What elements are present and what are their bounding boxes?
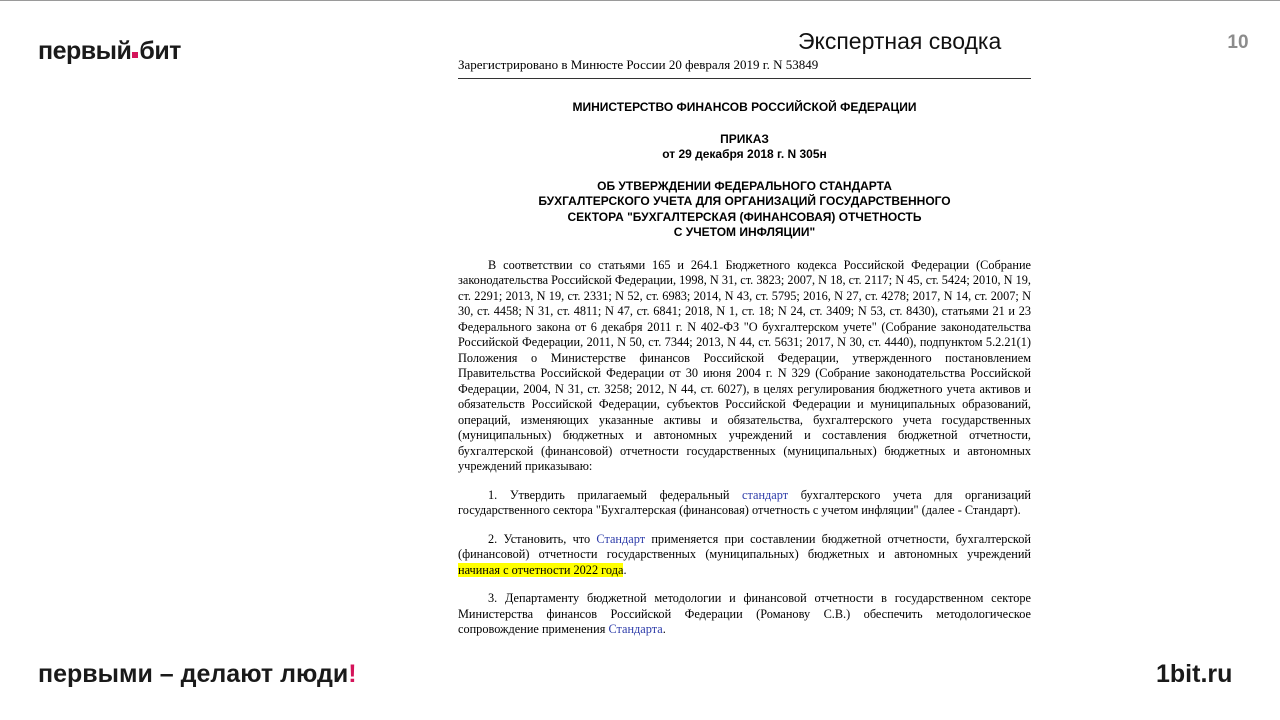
logo-text-part2: бит — [139, 37, 181, 65]
approval-line: С УЧЕТОМ ИНФЛЯЦИИ" — [673, 225, 816, 239]
item-1-text: 1. Утвердить прилагаемый федеральный — [488, 487, 743, 502]
approval-line: БУХГАЛТЕРСКОГО УЧЕТА ДЛЯ ОРГАНИЗАЦИЙ ГОСУДАРСТВЕННОГО — [538, 194, 951, 208]
approval-line: ОБ УТВЕРЖДЕНИИ ФЕДЕРАЛЬНОГО СТАНДАРТА — [597, 178, 892, 193]
logo-text-part1: первый — [38, 37, 132, 65]
registration-note: Зарегистрировано в Минюсте России 20 февраля 2019 г. N 53849 — [458, 56, 1031, 79]
order-heading — [458, 132, 1031, 163]
item-2-text: 2. Установить, что — [488, 531, 597, 546]
standard-link[interactable]: Стандарта — [608, 622, 663, 636]
top-divider — [0, 0, 1280, 1]
logo-dot-icon — [132, 52, 138, 58]
order-date: от 29 декабря 2018 г. N 305н — [662, 147, 827, 161]
approval-heading — [458, 179, 1031, 241]
ministry-heading: МИНИСТЕРСТВО ФИНАНСОВ РОССИЙСКОЙ ФЕДЕРАЦИИ — [572, 100, 917, 114]
brand-slogan — [38, 660, 357, 689]
standard-link[interactable]: стандарт — [742, 487, 789, 502]
order-title: ПРИКАЗ — [720, 131, 769, 146]
slogan-mark: ! — [348, 660, 357, 688]
item-3-paragraph — [458, 591, 1031, 638]
page-number: 10 — [1227, 32, 1249, 53]
slide-title: Экспертная сводка — [798, 28, 1002, 54]
item-2-paragraph — [458, 532, 1031, 579]
slogan-text: первыми – делают люди — [38, 660, 349, 688]
item-1-paragraph — [458, 488, 1031, 519]
item-3-text-end: . — [662, 622, 666, 636]
site-link[interactable]: 1bit.ru — [1156, 660, 1233, 688]
highlighted-date-text: начиная с отчетности 2022 года — [458, 562, 624, 577]
item-3-text: 3. Департаменту бюджетной методологии и финансовой отчетности в государственном секторе Министерства финансов Российской Федерации (Романову С.В.) обеспечить методологическое сопровождение применения — [458, 591, 1031, 636]
item-2-text-middle: применяется при составлении бюджетной отчетности, бухгалтерской (финансовой) отчетности государственных (муниципальных) бюджетных и автономных учреждений — [458, 531, 1031, 561]
standard-link[interactable]: Стандарт — [596, 531, 646, 546]
item-2-text-end: . — [623, 562, 627, 577]
document-scan — [458, 56, 1031, 638]
item-1-text-rest: бухгалтерского учета для организаций государственного сектора "Бухгалтерская (финансовая) отчетность с учетом инфляции" (далее - Стандарт). — [458, 487, 1032, 517]
approval-line: СЕКТОРА "БУХГАЛТЕРСКАЯ (ФИНАНСОВАЯ) ОТЧЕТНОСТЬ — [567, 209, 922, 224]
preamble-paragraph: В соответствии со статьями 165 и 264.1 Бюджетного кодекса Российской Федерации (Собрание законодательства Российской Федерации, 1998, N 31, ст. 3823; 2007, N 18, ст. 2117; N 45, ст. 5424; 2010, N 19, ст. 2291; 2013, N 19, ст. 2331; N 52, ст. 6983; 2014, N 43, ст. 5795; 2016, N 27, ст. 4278; 2017, N 14, ст. 2007; N 30, ст. 4458; N 31, ст. 4811; N 47, ст. 6841; 2018, N 1, ст. 18; N 24, ст. 3409; N 53, ст. 8430), статьями 21 и 23 Федерального закона от 6 декабря 2011 г. N 402-ФЗ "О бухгалтерском учете" (Собрание законодательства Российской Федерации, 2011, N 50, ст. 7344; 2013, N 44, ст. 5631; 2017, N 30, ст. 4440), подпунктом 5.2.21(1) Положения о Министерстве финансов Российской Федерации, утвержденного постановлением Правительства Российской Федерации от 30 июня 2004 г. N 329 (Собрание законодательства Российской Федерации, 2004, N 31, ст. 3258; 2012, N 44, ст. 6027), в целях регулирования бюджетного учета активов и обязательств Российской Федерации, субъектов Российской Федерации и муниципальных образований, операций, изменяющих указанные активы и обязательства, бухгалтерского учета государственных (муниципальных) бюджетных и автономных учреждений и составления бюджетной отчетности, бухгалтерской (финансовой) отчетности государственных (муниципальных) бюджетных и автономных учреждений приказываю: — [458, 257, 1031, 473]
brand-logo — [38, 36, 181, 66]
